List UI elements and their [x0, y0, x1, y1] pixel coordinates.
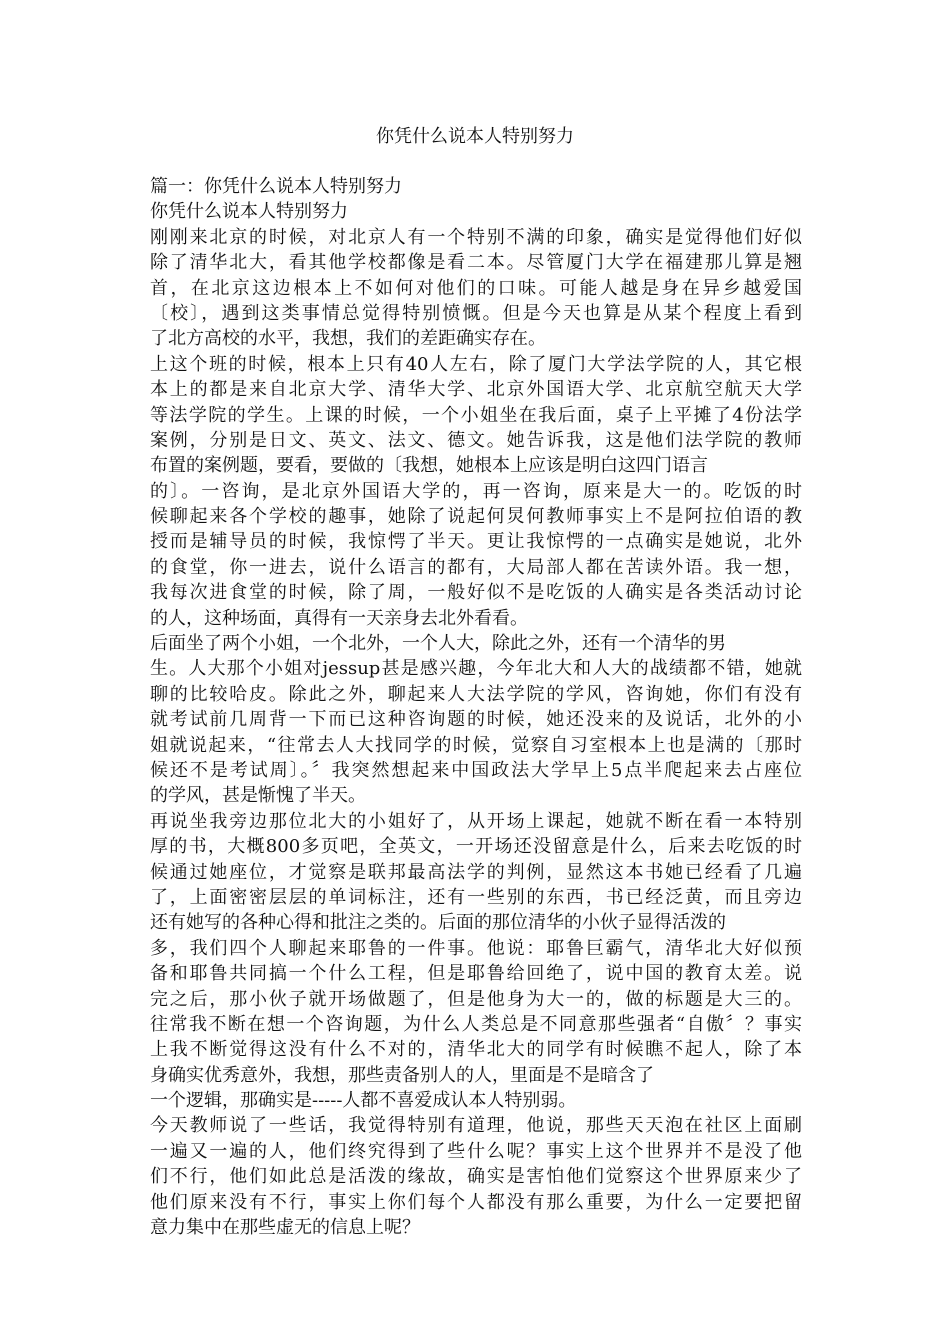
body-line: 完之后，那小伙子就开场做题了，但是他身为大一的，做的标题是大三的。	[150, 988, 802, 1010]
body-line: 他们原来没有不行，事实上你们每个人都没有那么重要，为什么一定要把留	[150, 1191, 802, 1213]
document-body	[150, 174, 802, 1240]
body-line: 刚刚来北京的时候，对北京人有一个特别不满的印象，确实是觉得他们好似	[150, 226, 802, 248]
body-line: 的人，这种场面，真得有一天亲身去北外看看。	[150, 607, 528, 629]
body-line: 我每次进食堂的时候，除了周，一般好似不是吃饭的人确实是各类活动讨论	[150, 582, 802, 604]
body-line: 案例，分别是日文、英文、法文、德文。她告诉我，这是他们法学院的教师	[150, 429, 802, 451]
body-line: 候通过她座位，才觉察是联邦最高法学的判例，显然这本书她已经看了几遍	[150, 861, 802, 883]
body-line: 意力集中在那些虚无的信息上呢？	[150, 1217, 420, 1239]
body-line: 布置的案例题，要看，要做的〔我想，她根本上应该是明白这四门语言	[150, 455, 708, 477]
body-line: 一个逻辑，那确实是-----人都不喜爱成认本人特别弱。	[150, 1090, 577, 1112]
body-line: 了，上面密密层层的单词标注，还有一些别的东西，书已经泛黄，而且旁边	[150, 886, 802, 908]
body-line: 〔校〕，遇到这类事情总觉得特别愤慨。但是今天也算是从某个程度上看到	[150, 302, 802, 324]
body-line: 授而是辅导员的时候，我惊愕了半天。更让我惊愕的一点确实是她说，北外	[150, 531, 802, 553]
body-line: 本上的都是来自北京大学、清华大学、北京外国语大学、北京航空航天大学	[150, 379, 802, 401]
body-line: 身确实优秀意外，我想，那些责备别人的人，里面是不是暗含了	[150, 1064, 654, 1086]
body-line: 今天教师说了一些话，我觉得特别有道理，他说，那些天天泡在社区上面刷	[150, 1115, 802, 1137]
body-line: 聊的比较哈皮。除此之外，聊起来人大法学院的学风，咨询她，你们有没有	[150, 683, 802, 705]
body-line: 还有她写的各种心得和批注之类的。后面的那位清华的小伙子显得活泼的	[150, 912, 726, 934]
body-line: 的食堂，你一进去，说什么语言的都有，大局部人都在苦读外语。我一想，	[150, 556, 802, 578]
body-line: 你凭什么说本人特别努力	[150, 201, 348, 223]
body-line: 一遍又一遍的人，他们终究得到了些什么呢？事实上这个世界并不是没了他	[150, 1140, 802, 1162]
body-line: 的〕。一咨询，是北京外国语大学的，再一咨询，原来是大一的。吃饭的时	[150, 480, 802, 502]
body-line: 备和耶鲁共同搞一个什么工程，但是耶鲁给回绝了，说中国的教育太差。说	[150, 963, 802, 985]
body-line: 首，在北京这边根本上不如何对他们的口味。可能人越是身在异乡越爱国	[150, 277, 802, 299]
body-line: 的学风，甚是惭愧了半天。	[150, 785, 366, 807]
body-line: 姐就说起来，“往常去人大找同学的时候，觉察自习室根本上也是满的〔那时	[150, 734, 802, 756]
body-line: 上这个班的时候，根本上只有40人左右，除了厦门大学法学院的人，其它根	[150, 353, 802, 375]
body-line: 厚的书，大概800多页吧，全英文，一开场还没留意是什么，后来去吃饭的时	[150, 836, 802, 858]
body-line: 多，我们四个人聊起来耶鲁的一件事。他说：耶鲁巨霸气，清华北大好似预	[150, 937, 802, 959]
body-line: 上我不断觉得这没有什么不对的，清华北大的同学有时候瞧不起人，除了本	[150, 1039, 802, 1061]
body-line: 篇一：你凭什么说本人特别努力	[150, 176, 402, 197]
body-line: 候还不是考试周〕。〞我突然想起来中国政法大学早上5点半爬起来去占座位	[150, 759, 802, 781]
body-line: 往常我不断在想一个咨询题，为什么人类总是不同意那些强者“自傲〞？事实	[150, 1013, 802, 1035]
body-line: 再说坐我旁边那位北大的小姐好了，从开场上课起，她就不断在看一本特别	[150, 810, 802, 832]
body-line: 们不行，他们如此总是活泼的缘故，确实是害怕他们觉察这个世界原来少了	[150, 1166, 802, 1188]
body-line: 等法学院的学生。上课的时候，一个小姐坐在我后面，桌子上平摊了4份法学	[150, 404, 802, 426]
body-line: 后面坐了两个小姐，一个北外，一个人大，除此之外，还有一个清华的男	[150, 633, 726, 655]
body-line: 候聊起来各个学校的趣事，她除了说起何炅何教师事实上不是阿拉伯语的教	[150, 506, 802, 528]
body-line: 了北方高校的水平，我想，我们的差距确实存在。	[150, 328, 546, 350]
document-title: 你凭什么说本人特别努力	[376, 126, 574, 147]
body-line: 除了清华北大，看其他学校都像是看二本。尽管厦门大学在福建那儿算是翘	[150, 252, 802, 274]
body-line: 就考试前几周背一下而已这种咨询题的时候，她还没来的及说话，北外的小	[150, 709, 802, 731]
body-line: 生。人大那个小姐对jessup甚是感兴趣，今年北大和人大的战绩都不错，她就	[150, 658, 802, 680]
